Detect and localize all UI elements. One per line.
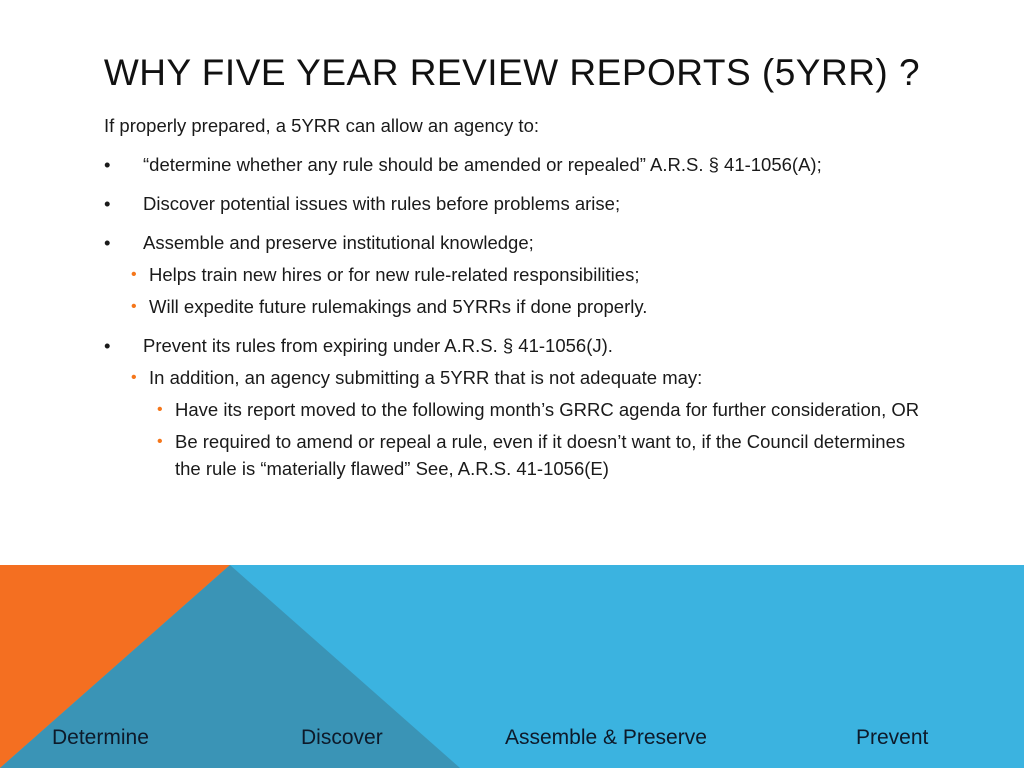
sub-sub-bullet-text: Have its report moved to the following month’s GRRC agenda for further consideration, OR: [175, 399, 920, 420]
bullet-group-assemble: [104, 229, 934, 320]
sub-bullet-marker: •: [131, 369, 137, 386]
bullet-marker: •: [104, 335, 111, 356]
sub-sub-bullet-marker: •: [157, 401, 163, 418]
sub-sub-bullet: [104, 396, 934, 423]
sub-sub-bullet: [104, 428, 934, 482]
bullet-assemble: [104, 229, 934, 256]
intro-text: If properly prepared, a 5YRR can allow an agency to:: [104, 115, 539, 136]
sub-sub-bullet-text: Be required to amend or repeal a rule, even if it doesn’t want to, if the Council determines the rule is “materially flawed” See, A.R.S. 41-1056(E): [175, 431, 906, 479]
bullet-text: “determine whether any rule should be amended or repealed” A.R.S. § 41-1056(A);: [143, 154, 822, 175]
bullet-prevent: [104, 332, 934, 359]
bullet-text: Assemble and preserve institutional knowledge;: [143, 232, 534, 253]
slide-content: [104, 112, 934, 494]
bullet-determine: [104, 151, 934, 178]
bullet-text: Prevent its rules from expiring under A.R.S. § 41-1056(J).: [143, 335, 613, 356]
sub-bullet-marker: •: [131, 266, 137, 283]
sub-bullet: [104, 293, 934, 320]
bullet-marker: •: [104, 193, 111, 214]
label-determine: Determine: [52, 726, 149, 749]
slide-title: WHY FIVE YEAR REVIEW REPORTS (5YRR) ?: [103, 52, 921, 93]
bullet-discover: [104, 190, 934, 217]
bullet-marker: •: [104, 154, 111, 175]
bullet-marker: •: [104, 232, 111, 253]
sub-bullet: [104, 364, 934, 391]
bullet-text: Discover potential issues with rules before problems arise;: [143, 193, 621, 214]
sub-bullet: [104, 261, 934, 288]
footer-labels: [0, 726, 1024, 756]
sub-bullet-text: In addition, an agency submitting a 5YRR that is not adequate may:: [149, 367, 703, 388]
label-prevent: Prevent: [856, 726, 929, 749]
sub-bullet-text: Will expedite future rulemakings and 5YRRs if done properly.: [149, 296, 648, 317]
label-assemble-preserve: Assemble & Preserve: [505, 726, 707, 749]
sub-bullet-text: Helps train new hires or for new rule-related responsibilities;: [149, 264, 640, 285]
bullet-group-prevent: [104, 332, 934, 482]
sub-sub-bullet-marker: •: [157, 433, 163, 450]
label-discover: Discover: [301, 726, 383, 749]
sub-bullet-marker: •: [131, 298, 137, 315]
